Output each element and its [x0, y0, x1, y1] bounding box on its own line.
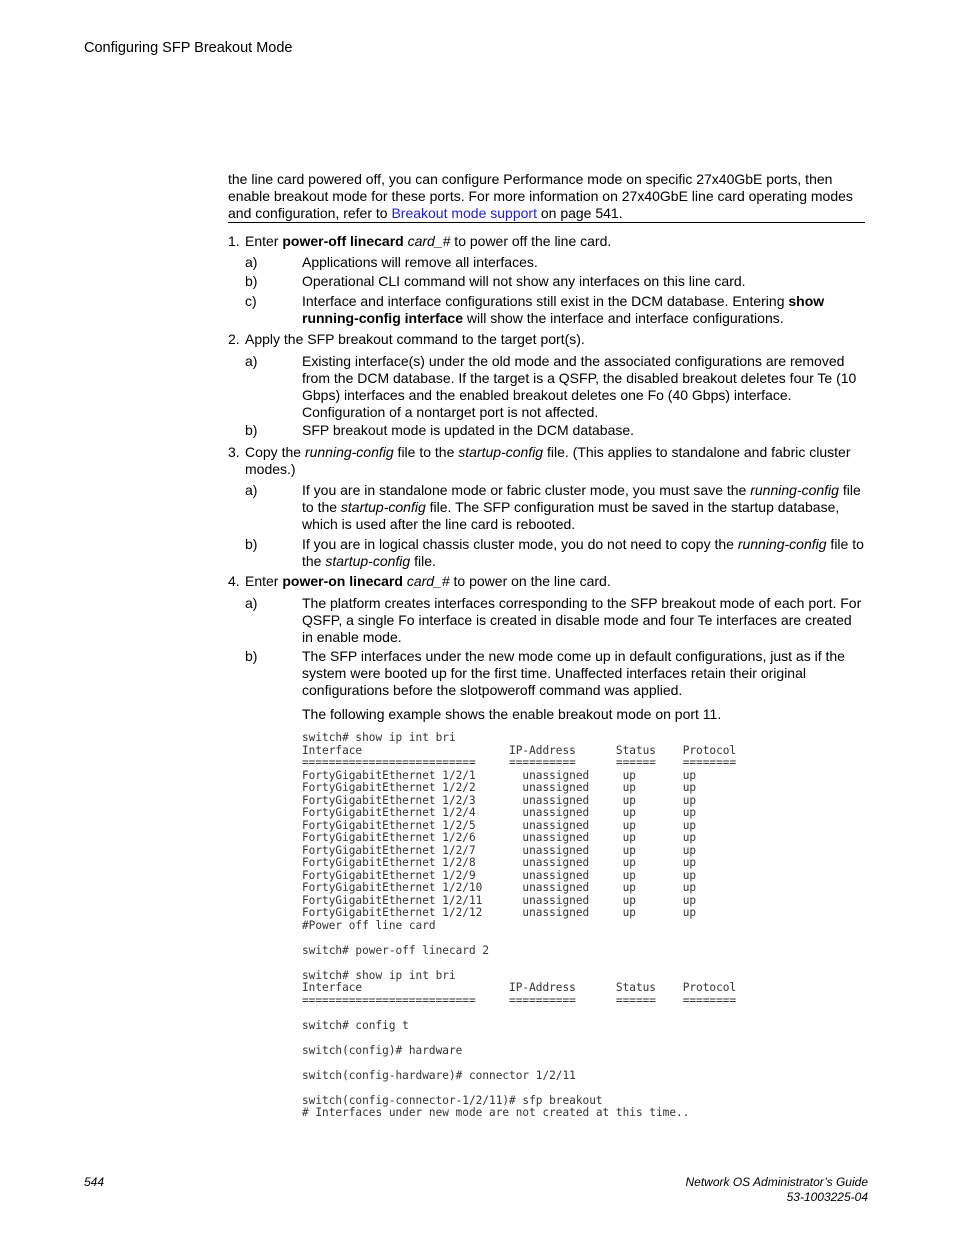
- step-text: Apply the SFP breakout command to the target port(s).: [245, 331, 585, 347]
- step-number: 1.: [228, 233, 240, 249]
- running-header: Configuring SFP Breakout Mode: [84, 40, 293, 56]
- footer-doc-info: [685, 1175, 868, 1205]
- step-number: 3.: [228, 444, 240, 460]
- page-number: 544: [84, 1175, 105, 1189]
- intro-text-end: on page 541.: [536, 205, 623, 221]
- step-number: 4.: [228, 573, 240, 589]
- cli-example-code-block: switch# show ip int bri Interface IP-Address Status Protocol ========================== ========== ====== ======== FortyGigabitEthernet 1/2/1 unassigned up up FortyGigabitEthernet 1/2/2 unassigned up up FortyGigabitEthernet 1/2/3 unassigned up up FortyGigabitEthernet 1/2/4 unassigned up up FortyGigabitEthernet 1/2/5 unassigned up up FortyGigabitEthernet 1/2/6 unassigned up up FortyGigabitEthernet 1/2/7 unassigned up up FortyGigabitEthernet 1/2/8 unassigned up up FortyGigabitEthernet 1/2/9 unassigned up up FortyGigabitEthernet 1/2/10 unassigned up up FortyGigabitEthernet 1/2/11 unassigned up up FortyGigabitEthernet 1/2/12 unassigned up up #Power off line card switch# power-off linecard 2 switch# show ip int bri Interface IP-Address Status Protocol ========================== ========== ====== ======== switch# config t switch(config)# hardware switch(config-hardware)# connector 1/2/11 switch(config-connector-1/2/11)# sfp breakout # Interfaces under new mode are not created at this time..: [302, 731, 737, 1119]
- intro-paragraph: [228, 171, 864, 222]
- command-arg: card_#: [407, 233, 451, 249]
- step-number: 2.: [228, 331, 240, 347]
- command-name: power-on linecard: [282, 573, 403, 589]
- breakout-mode-support-link[interactable]: Breakout mode support: [391, 205, 537, 221]
- command-name: power-off linecard: [282, 233, 404, 249]
- step-text: Enter power-on linecard card_# to power on the line card.: [245, 573, 611, 589]
- guide-title: Network OS Administrator’s Guide: [685, 1175, 868, 1189]
- intro-text: the line card powered off, you can configure Performance mode on specific 27x40GbE ports, then enable breakout mode for these ports. For more information on 27x40GbE line card operating modes and configuration, refer to: [228, 171, 853, 221]
- doc-number: 53-1003225-04: [786, 1190, 868, 1204]
- divider-rule: [228, 222, 865, 223]
- command-arg: card_#: [406, 573, 450, 589]
- command-name: show running-config interface: [302, 293, 825, 326]
- step-text: Enter power-off linecard card_# to power off the line card.: [245, 233, 612, 249]
- example-intro: The following example shows the enable breakout mode on port 11.: [302, 706, 722, 722]
- step-text: Copy the running-config file to the startup-config file. (This applies to standalone and fabric cluster modes.): [245, 444, 851, 477]
